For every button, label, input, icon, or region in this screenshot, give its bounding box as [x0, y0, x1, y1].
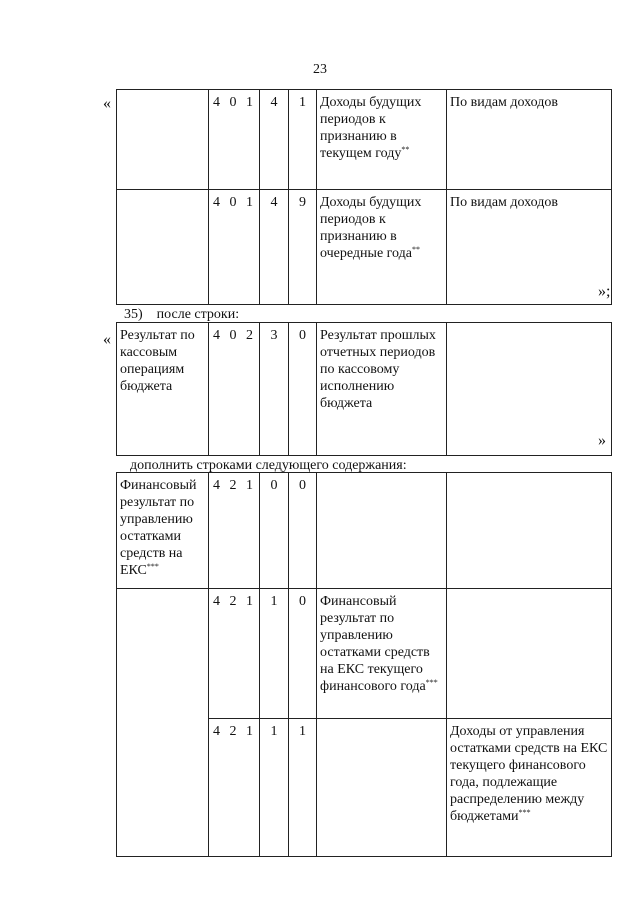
row-name — [117, 589, 209, 857]
close-quote-semicolon: »; — [598, 283, 611, 300]
account-code: 4 0 1 — [209, 190, 260, 305]
account-note — [447, 589, 612, 719]
row-name: Финансовый результат по управлению остатками средств на ЕКС*** — [117, 473, 209, 589]
footnote-mark: *** — [518, 808, 531, 817]
row-name — [117, 90, 209, 190]
table-row — [117, 589, 612, 719]
account-code: 4 0 2 — [209, 323, 260, 456]
account-note — [447, 323, 612, 456]
table-row — [117, 190, 612, 305]
account-title: Доходы будущих периодов к признанию в текущем году** — [317, 90, 447, 190]
code-digit-2: 0 — [289, 589, 317, 719]
account-title: Результат прошлых отчетных периодов по кассовому исполнению бюджета — [317, 323, 447, 456]
code-digit-1: 3 — [260, 323, 289, 456]
code-digit-2: 0 — [289, 473, 317, 589]
table-row — [117, 473, 612, 589]
code-digit-1: 1 — [260, 719, 289, 857]
account-note: Доходы от управления остатками средств на ЕКС текущего финансового года, подлежащие распределению между бюджетами*** — [447, 719, 612, 857]
item-number: 35) — [124, 307, 143, 322]
footnote-mark: ** — [401, 145, 410, 154]
open-quote: « — [103, 331, 111, 348]
page-number: 23 — [313, 62, 327, 77]
row-name: Результат по кассовым операциям бюджета — [117, 323, 209, 456]
code-digit-1: 4 — [260, 90, 289, 190]
account-note — [447, 473, 612, 589]
account-title — [317, 719, 447, 857]
code-digit-2: 1 — [289, 90, 317, 190]
item-text: после строки: — [156, 307, 240, 322]
account-title: Доходы будущих периодов к признанию в очередные года** — [317, 190, 447, 305]
code-digit-1: 0 — [260, 473, 289, 589]
footnote-mark: ** — [411, 245, 420, 254]
code-digit-1: 4 — [260, 190, 289, 305]
code-digit-1: 1 — [260, 589, 289, 719]
account-note: По видам доходов — [447, 90, 612, 190]
account-code: 4 0 1 — [209, 90, 260, 190]
open-quote: « — [103, 95, 111, 112]
code-digit-2: 1 — [289, 719, 317, 857]
code-digit-2: 0 — [289, 323, 317, 456]
append-instruction: дополнить строками следующего содержания: — [130, 458, 407, 473]
account-title — [317, 473, 447, 589]
account-note: По видам доходов — [447, 190, 612, 305]
footnote-mark: *** — [425, 678, 438, 687]
account-code: 4 2 1 — [209, 589, 260, 719]
account-code: 4 2 1 — [209, 719, 260, 857]
code-digit-2: 9 — [289, 190, 317, 305]
footnote-mark: *** — [146, 562, 159, 571]
accounts-table-2 — [116, 322, 612, 456]
row-name — [117, 190, 209, 305]
table-row — [117, 90, 612, 190]
account-code: 4 2 1 — [209, 473, 260, 589]
accounts-table-1 — [116, 89, 612, 305]
account-title: Финансовый результат по управлению остатками средств на ЕКС текущего финансового года*** — [317, 589, 447, 719]
close-quote: » — [598, 432, 606, 449]
accounts-table-3 — [116, 472, 612, 857]
table-row — [117, 323, 612, 456]
item-35 — [124, 306, 239, 323]
